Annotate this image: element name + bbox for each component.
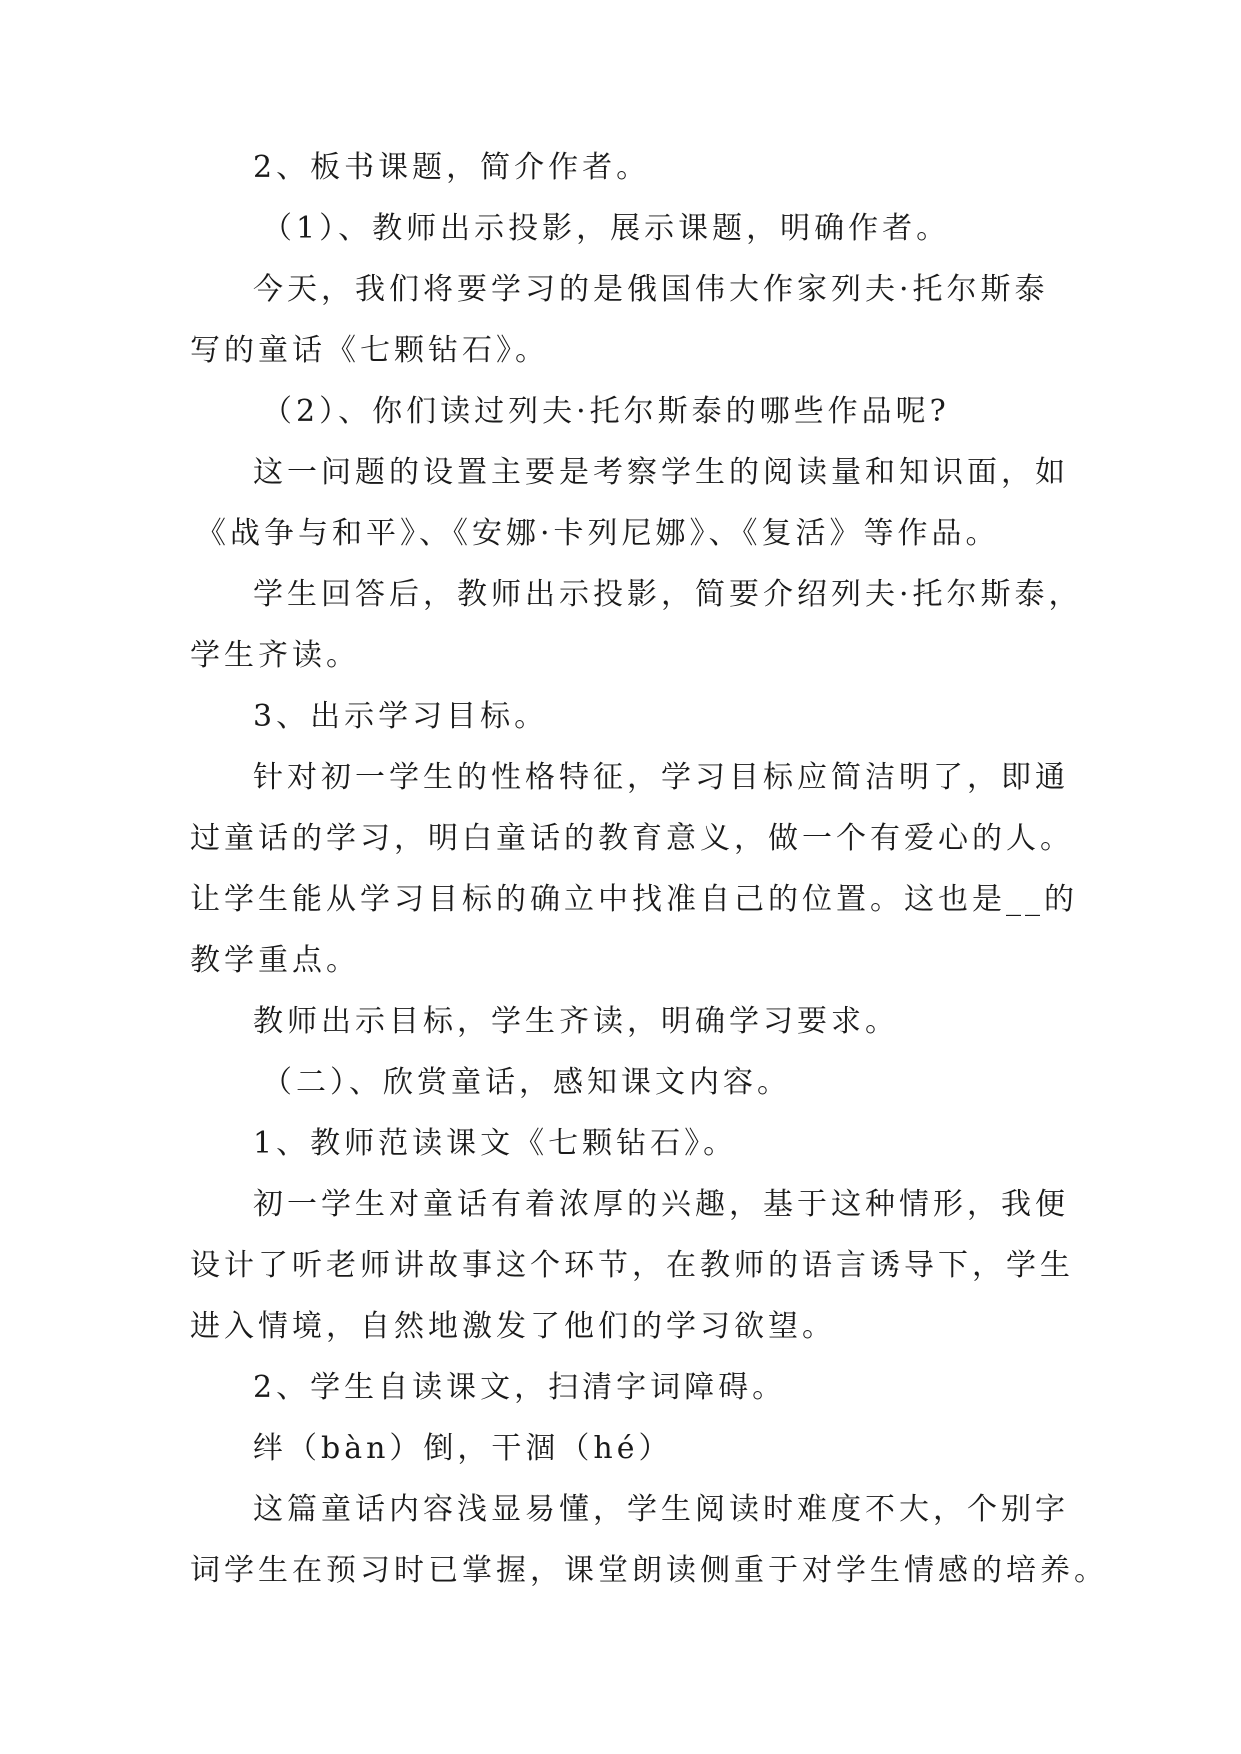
text-line: 进入情境，自然地激发了他们的学习欲望。 bbox=[190, 1309, 836, 1344]
text-line: 这篇童话内容浅显易懂，学生阅读时难度不大，个别字 bbox=[253, 1492, 1069, 1527]
text-line: 1、教师范读课文《七颗钻石》。 bbox=[253, 1126, 738, 1161]
text-line: 学生齐读。 bbox=[190, 638, 360, 673]
text-line: 过童话的学习，明白童话的教育意义，做一个有爱心的人。 bbox=[190, 821, 1074, 856]
text-line: 2、板书课题，简介作者。 bbox=[253, 150, 651, 185]
text-line: 针对初一学生的性格特征，学习目标应简洁明了，即通 bbox=[253, 760, 1069, 795]
text-line: （1）、教师出示投影，展示课题，明确作者。 bbox=[262, 211, 951, 246]
text-line: 写的童话《七颗钻石》。 bbox=[190, 333, 549, 368]
text-line: 这一问题的设置主要是考察学生的阅读量和知识面，如 bbox=[253, 455, 1069, 490]
text-line: 设计了听老师讲故事这个环节，在教师的语言诱导下，学生 bbox=[190, 1248, 1074, 1283]
text-line: 初一学生对童话有着浓厚的兴趣，基于这种情形，我便 bbox=[253, 1187, 1069, 1222]
text-line: 让学生能从学习目标的确立中找准自己的位置。这也是__的 bbox=[190, 882, 1078, 917]
text-line: 3、出示学习目标。 bbox=[253, 699, 549, 734]
text-line: （2）、你们读过列夫·托尔斯泰的哪些作品呢? bbox=[262, 394, 950, 429]
text-line: 教学重点。 bbox=[190, 943, 360, 978]
text-line: 教师出示目标，学生齐读，明确学习要求。 bbox=[253, 1004, 899, 1039]
text-line: 《战争与和平》、《安娜·卡列尼娜》、《复活》等作品。 bbox=[196, 516, 1000, 551]
text-line: 今天，我们将要学习的是俄国伟大作家列夫·托尔斯泰 bbox=[253, 272, 1049, 307]
text-line: 词学生在预习时已掌握，课堂朗读侧重于对学生情感的培养。 bbox=[190, 1553, 1108, 1588]
text-line: 学生回答后，教师出示投影，简要介绍列夫·托尔斯泰， bbox=[253, 577, 1083, 612]
text-line: 2、学生自读课文，扫清字词障碍。 bbox=[253, 1370, 787, 1405]
text-line: （二）、欣赏童话，感知课文内容。 bbox=[262, 1065, 791, 1100]
text-line: 绊（bàn）倒，干涸（hé） bbox=[253, 1431, 673, 1466]
